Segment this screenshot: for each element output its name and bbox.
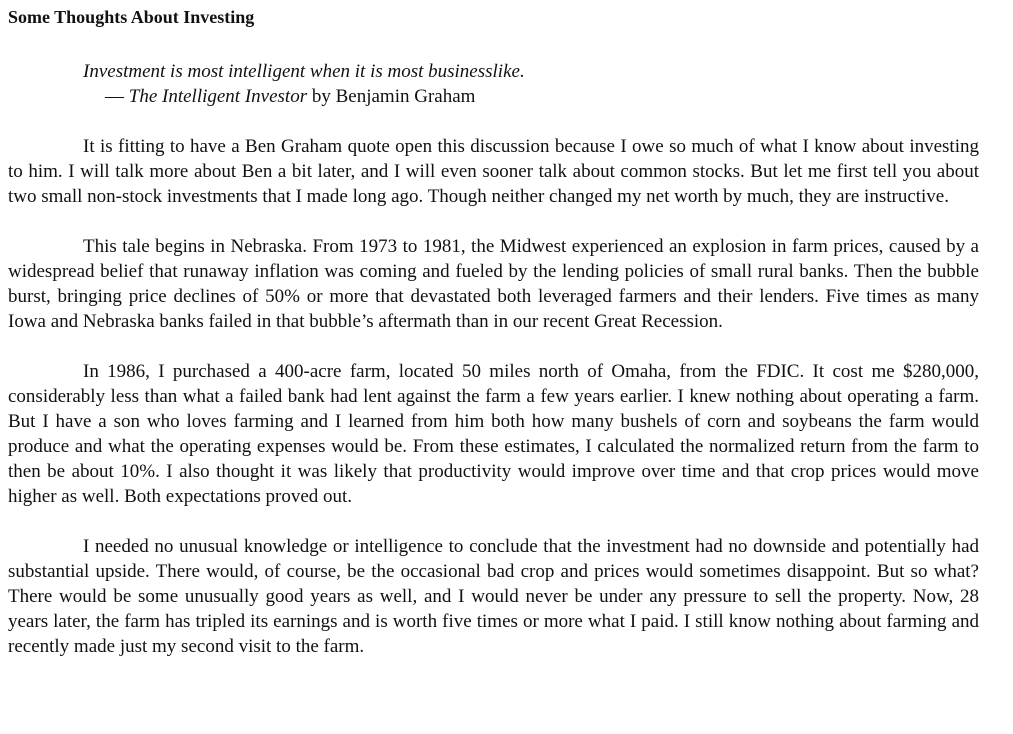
paragraph-4: I needed no unusual knowledge or intelligence to conclude that the investment had no downside and potentially had substantial upside. There would, of course, be the occasional bad crop and prices would sometimes disappoint. But so what? There would be some unusually good years as well, and I would never be under any pressure to sell the property. Now, 28 years later, the farm has tripled its earnings and is worth five times or more what I paid. I still know nothing about farming and recently made just my second visit to the farm.: [8, 536, 979, 657]
paragraph-1: It is fitting to have a Ben Graham quote open this discussion because I owe so much of what I know about investing to him. I will talk more about Ben a bit later, and I will even sooner talk about common stocks. But let me first tell you about two small non-stock investments that I made long ago. Though neither changed my net worth by much, they are instructive.: [8, 136, 979, 207]
epigraph-dash: —: [105, 86, 124, 107]
document-title: Some Thoughts About Investing: [8, 7, 255, 27]
paragraph-2: This tale begins in Nebraska. From 1973 to 1981, the Midwest experienced an explosion in farm prices, caused by a widespread belief that runaway inflation was coming and fueled by the lending policies of small rural banks. Then the bubble burst, bringing price declines of 50% or more that devastated both leveraged farmers and their lenders. Five times as many Iowa and Nebraska banks failed in that bubble’s aftermath than in our recent Great Recession.: [8, 236, 979, 332]
epigraph-attribution: [83, 84, 979, 109]
epigraph-author: by Benjamin Graham: [311, 86, 476, 107]
epigraph-quote: Investment is most intelligent when it is most businesslike.: [83, 61, 525, 82]
epigraph: [83, 59, 979, 109]
paragraph-3: In 1986, I purchased a 400-acre farm, located 50 miles north of Omaha, from the FDIC. It cost me $280,000, considerably less than what a failed bank had lent against the farm a few years earlier. I knew nothing about operating a farm. But I have a son who loves farming and I learned from him both how many bushels of corn and soybeans the farm would produce and what the operating expenses would be. From these estimates, I calculated the normalized return from the farm to then be about 10%. I also thought it was likely that productivity would improve over time and that crop prices would move higher as well. Both expectations proved out.: [8, 361, 979, 507]
epigraph-book-title: The Intelligent Investor: [128, 86, 308, 107]
